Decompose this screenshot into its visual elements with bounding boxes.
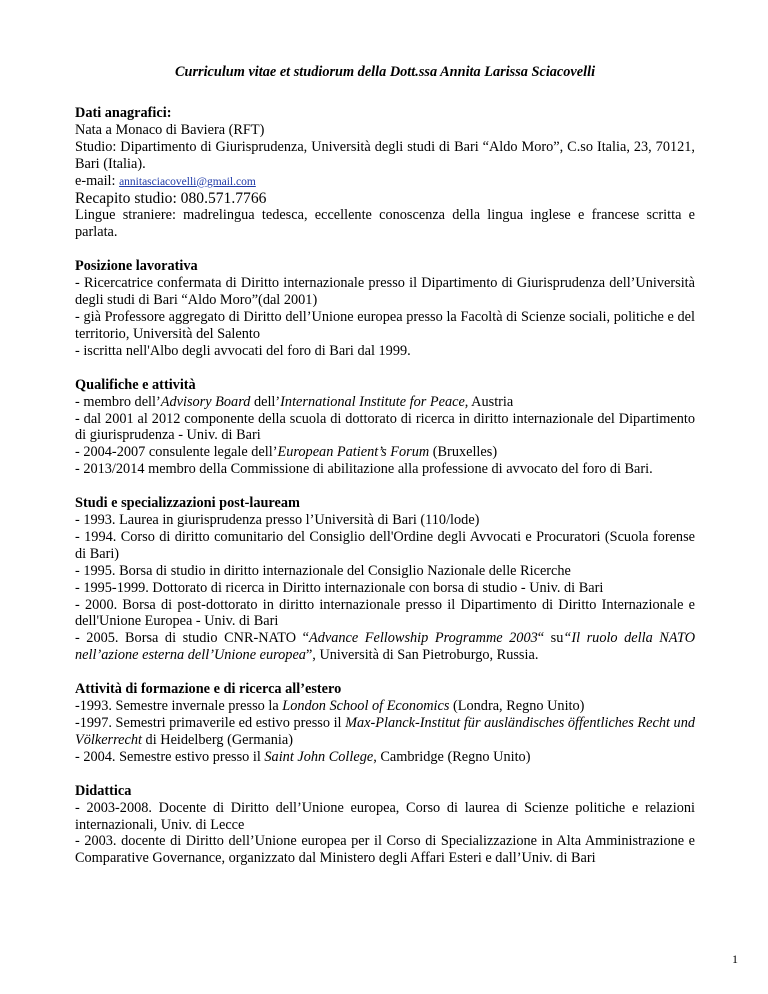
section-didattica bbox=[75, 783, 695, 868]
text-run: - 2004-2007 consulente legale dell’ bbox=[75, 444, 278, 461]
section-posizione bbox=[75, 258, 695, 359]
list-item bbox=[75, 444, 695, 461]
page-number: 1 bbox=[732, 952, 738, 966]
section-anagrafici bbox=[75, 105, 695, 241]
text-run: (Bruxelles) bbox=[429, 444, 498, 461]
italic-text: London School of Economics bbox=[282, 698, 450, 715]
list-item: - 1994. Corso di diritto comunitario del Consiglio dell'Ordine degli Avvocati e Procuratori (Scuola forense di Bari) bbox=[75, 528, 695, 562]
italic-text: Max-Planck-Institut für ausländisches öffentliches Recht und Völkerrecht bbox=[75, 715, 695, 748]
italic-text: Advisory Board bbox=[160, 393, 251, 410]
text-run: - membro dell’ bbox=[75, 393, 161, 410]
section-heading: Didattica bbox=[75, 782, 132, 799]
section-estero bbox=[75, 681, 695, 766]
text-run: -1997. Semestri primaverile ed estivo presso il bbox=[75, 715, 346, 731]
text-run: “ su bbox=[537, 630, 564, 647]
list-item: - dal 2001 al 2012 componente della scuola di dottorato di ricerca in diritto internazionale del Dipartimento di giurisprudenza - Univ. di Bari bbox=[75, 410, 695, 444]
languages-line: Lingue straniere: madrelingua tedesca, eccellente conoscenza della lingua inglese e francese scritta e parlata. bbox=[75, 207, 695, 241]
italic-text: “Il ruolo della NATO nell’azione esterna dell’Unione europea bbox=[75, 630, 696, 664]
text-run: di Heidelberg (Germania) bbox=[141, 731, 293, 748]
document-title: Curriculum vitae et studiorum della Dott.ssa Annita Larissa Sciacovelli bbox=[174, 64, 596, 80]
section-heading: Studi e specializzazioni post-lauream bbox=[75, 495, 300, 512]
list-item bbox=[75, 749, 695, 766]
section-heading: Posizione lavorativa bbox=[75, 258, 198, 275]
list-item: - 1995. Borsa di studio in diritto internazionale del Consiglio Nazionale delle Ricerche bbox=[75, 562, 571, 579]
email-label: e-mail: bbox=[75, 172, 120, 189]
text-run: - 2004. Semestre estivo presso il bbox=[75, 748, 265, 765]
list-item: - 1993. Laurea in giurisprudenza presso l’Università di Bari (110/lode) bbox=[75, 512, 480, 529]
text-run: - 2005. Borsa di studio CNR-NATO “ bbox=[75, 630, 309, 647]
email-link[interactable]: annitasciacovelli@gmail.com bbox=[119, 175, 256, 188]
list-item bbox=[75, 630, 695, 664]
italic-text: Advance Fellowship Programme 2003 bbox=[309, 630, 538, 647]
section-heading: Qualifiche e attività bbox=[75, 376, 196, 393]
list-item: - 2013/2014 membro della Commissione di abilitazione alla professione di avvocato del foro di Bari. bbox=[75, 461, 653, 478]
list-item: - 2000. Borsa di post-dottorato in diritto internazionale presso il Dipartimento di Diritto Internazionale e dell'Unione Europea - Univ. di Bari bbox=[75, 596, 695, 630]
studio-address: Studio: Dipartimento di Giurisprudenza, Università degli studi di Bari “Aldo Moro”, C.so Italia, 23, 70121, Bari (Italia). bbox=[75, 138, 695, 172]
list-item bbox=[75, 715, 695, 749]
list-item: - iscritta nell'Albo degli avvocati del foro di Bari dal 1999. bbox=[75, 342, 411, 359]
list-item: - Ricercatrice confermata di Diritto internazionale presso il Dipartimento di Giurisprudenza dell’Università degli studi di Bari “Aldo Moro”(dal 2001) bbox=[75, 275, 695, 309]
section-qualifiche bbox=[75, 377, 695, 478]
text-run: (Londra, Regno Unito) bbox=[449, 698, 585, 715]
text-run: dell’ bbox=[250, 393, 281, 410]
list-item: - già Professore aggregato di Diritto dell’Unione europea presso la Facoltà di Scienze sociali, politiche e del territorio, Università del Salento bbox=[75, 308, 695, 342]
phone-line: Recapito studio: 080.571.7766 bbox=[75, 190, 267, 208]
list-item: - 2003-2008. Docente di Diritto dell’Unione europea, Corso di laurea di Scienze politiche e relazioni internazionali, Univ. di Lecce bbox=[75, 799, 695, 833]
text-run: -1993. Semestre invernale presso la bbox=[75, 698, 283, 715]
email-line bbox=[75, 173, 695, 191]
text-run: ”, Università di San Pietroburgo, Russia. bbox=[305, 647, 539, 664]
italic-text: Saint John College bbox=[264, 748, 374, 765]
italic-text: European Patient’s Forum bbox=[277, 444, 430, 461]
text-run: , Austria bbox=[464, 393, 514, 410]
list-item bbox=[75, 394, 695, 411]
document-body bbox=[75, 64, 695, 884]
section-studi bbox=[75, 495, 695, 664]
list-item: - 2003. docente di Diritto dell’Unione europea per il Corso di Specializzazione in Alta Amministrazione e Comparative Governance, organizzato dal Ministero degli Affari Esteri e dall’Univ. di Bari bbox=[75, 833, 695, 867]
birth-info: Nata a Monaco di Baviera (RFT) bbox=[75, 121, 265, 138]
section-heading: Attività di formazione e di ricerca all’estero bbox=[75, 681, 342, 698]
italic-text: International Institute for Peace bbox=[280, 393, 465, 410]
text-run: , Cambridge (Regno Unito) bbox=[373, 748, 531, 765]
section-heading: Dati anagrafici: bbox=[75, 104, 172, 121]
list-item bbox=[75, 698, 695, 715]
list-item: - 1995-1999. Dottorato di ricerca in Diritto internazionale con borsa di studio - Univ. di Bari bbox=[75, 579, 604, 596]
